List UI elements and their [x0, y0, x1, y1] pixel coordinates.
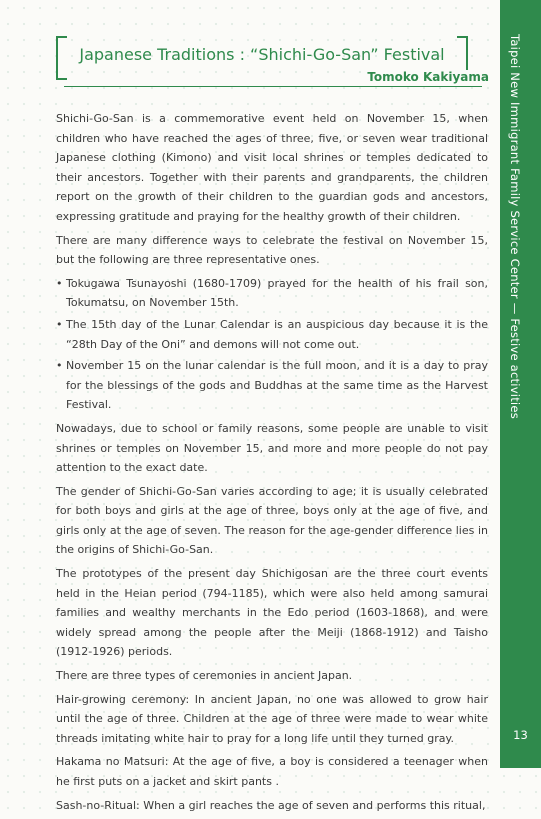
reasons-list: [56, 274, 488, 415]
paragraph-prototypes: The prototypes of the present day Shichigosan are the three court events held in the Heian period (794-1185), which were also held among samurai families and wealthy merchants in the Edo period (1603-1868), and were widely spread among the people after the Meiji (1868-1912) and Taisho (1912-1926) periods.: [56, 567, 488, 659]
page-number: 13: [513, 728, 528, 742]
paragraph-ways: There are many difference ways to celebrate the festival on November 15, but the following are three representative ones.: [56, 233, 488, 267]
list-item: • Tokugawa Tsunayoshi (1680-1709) prayed for the health of his frail son, Tokumatsu, on November 15th.: [56, 274, 488, 313]
article-body: [56, 109, 488, 819]
sidebar-caption: Taipei New Immigrant Family Service Center — Festive activities: [508, 34, 522, 419]
paragraph-ceremony-types: There are three types of ceremonies in ancient Japan.: [56, 669, 353, 683]
list-item: • November 15 on the lunar calendar is the full moon, and it is a day to pray for the blessings of the gods and Buddhas at the same time as the Harvest Festival.: [56, 356, 488, 415]
sidebar-band: [500, 0, 541, 768]
list-item: • The 15th day of the Lunar Calendar is an auspicious day because it is the “28th Day of the Oni” and demons will not come out.: [56, 315, 488, 354]
paragraph-sash: Sash-no-Ritual: When a girl reaches the age of seven and performs this ritual,: [56, 798, 486, 812]
paragraph-gender: The gender of Shichi-Go-San varies according to age; it is usually celebrated for both boys and girls at the age of three, boys only at the age of five, and girls only at the age of seven. The reason for the age-gender difference lies in the origins of Shichi-Go-San.: [56, 484, 488, 557]
paragraph-nowadays: Nowadays, due to school or family reasons, some people are unable to visit shrines or temples on November 15, and more and more people do not pay attention to the exact date.: [56, 421, 488, 475]
paragraph-hair-growing: Hair-growing ceremony: In ancient Japan, no one was allowed to grow hair until the age of three. Children at the age of three were made to wear white threads imitating white hair to pray for a long life until they turned gray.: [56, 692, 488, 745]
author-name: Tomoko Kakiyama: [363, 70, 493, 84]
paragraph-intro: Shichi-Go-San is a commemorative event held on November 15, when children who have reached the ages of three, five, or seven wear traditional Japanese clothing (Kimono) and visit local shrines or temples dedicated to their ancestors. Together with their parents and grandparents, the children report on the growth of their children to the guardian gods and ancestors, expressing gratitude and praying for the healthy growth of their children.: [56, 112, 488, 223]
author-rule: [64, 86, 482, 87]
paragraph-hakama: Hakama no Matsuri: At the age of five, a boy is considered a teenager when he first puts on a jacket and skirt pants .: [56, 755, 488, 788]
page-title: Japanese Traditions : “Shichi-Go-San” Festival: [79, 45, 445, 64]
